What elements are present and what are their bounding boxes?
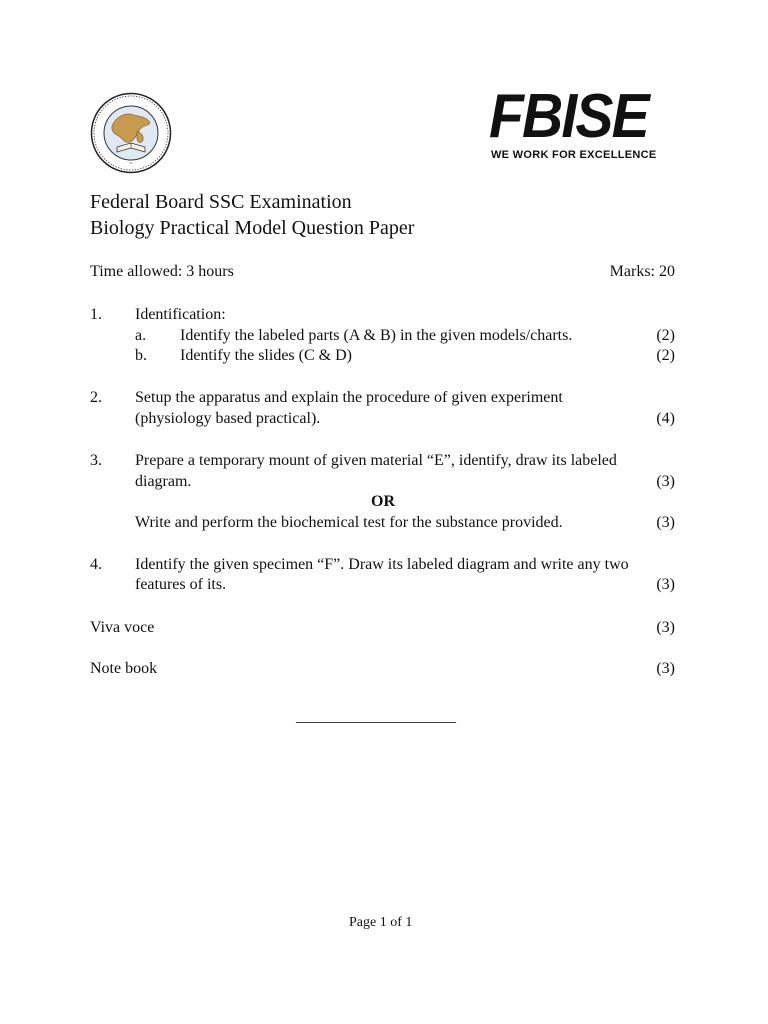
question-alt-text: Write and perform the biochemical test for the substance provided. — [135, 514, 563, 531]
svg-text:~: ~ — [128, 161, 134, 167]
time-allowed: Time allowed: 3 hours — [90, 263, 234, 280]
paper-title: Biology Practical Model Question Paper — [90, 217, 415, 239]
question-marks: (2) — [656, 347, 675, 364]
brand-tagline: WE WORK FOR EXCELLENCE — [491, 149, 657, 161]
total-marks: Marks: 20 — [609, 263, 675, 280]
question-marks: (3) — [656, 473, 675, 490]
note-book-label: Note book — [90, 660, 158, 677]
question-number: 2. — [90, 389, 102, 406]
question-text-cont: features of its. — [135, 576, 227, 593]
fbise-seal-logo — [90, 92, 172, 174]
brand-logo: FBISE — [489, 82, 648, 151]
question-number: 3. — [90, 452, 102, 469]
question-number: 4. — [90, 556, 102, 573]
question-text: Identify the given specimen “F”. Draw its labeled diagram and write any two — [135, 556, 629, 573]
question-marks: (3) — [656, 514, 675, 531]
sub-question-text: Identify the slides (C & D) — [180, 347, 352, 364]
sub-question-label: b. — [135, 347, 147, 364]
question-marks: (2) — [656, 327, 675, 344]
note-book-marks: (3) — [656, 660, 675, 677]
or-separator: OR — [371, 493, 395, 510]
question-text: Identification: — [135, 306, 226, 323]
sub-question-text: Identify the labeled parts (A & B) in the given models/charts. — [180, 327, 573, 344]
viva-voce-label: Viva voce — [90, 619, 155, 636]
question-text: Prepare a temporary mount of given material “E”, identify, draw its labeled — [135, 452, 617, 469]
question-marks: (4) — [656, 410, 675, 427]
exam-title: Federal Board SSC Examination — [90, 191, 352, 213]
page-number: Page 1 of 1 — [349, 915, 413, 930]
question-text-cont: diagram. — [135, 473, 192, 490]
question-marks: (3) — [656, 576, 675, 593]
question-text: Setup the apparatus and explain the procedure of given experiment — [135, 389, 563, 406]
question-text-cont: (physiology based practical). — [135, 410, 321, 427]
viva-voce-marks: (3) — [656, 619, 675, 636]
sub-question-label: a. — [135, 327, 147, 344]
end-separator: ____________________ — [296, 708, 456, 725]
question-number: 1. — [90, 306, 102, 323]
